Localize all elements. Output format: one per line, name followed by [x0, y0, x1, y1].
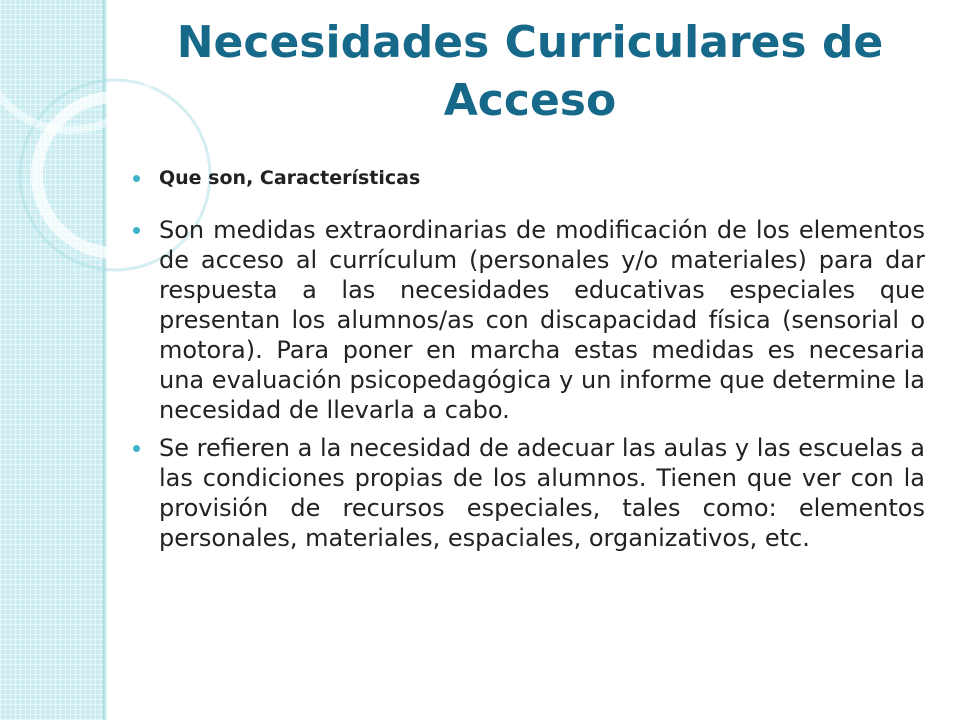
slide-title: Necesidades Curriculares de Acceso — [176, 17, 884, 126]
bullet-item-subheading — [125, 165, 925, 191]
bullet-dot-icon — [133, 445, 140, 452]
bullet-item-resources — [125, 433, 925, 553]
bullet-text: Que son, Características — [159, 167, 421, 189]
bullet-list — [125, 165, 925, 561]
bullet-text: Se refieren a la necesidad de adecuar las aulas y las escuelas a las condiciones propias de los alumnos. Tienen que ver con la provisión de recursos especiales, tales como: elementos personales, materiales, espaciales, organizativos, etc. — [159, 434, 925, 552]
bullet-item-definition — [125, 215, 925, 425]
bullet-dot-icon — [133, 227, 140, 234]
bullet-dot-icon — [133, 175, 140, 182]
bullet-text: Son medidas extraordinarias de modificación de los elementos de acceso al currículum (personales y/o materiales) para dar respuesta a las necesidades educativas especiales que presentan los alumnos/as con discapacidad física (sensorial o motora). Para poner en marcha estas medidas es necesaria una evaluación psicopedagógica y un informe que determine la necesidad de llevarla a cabo. — [159, 216, 925, 424]
